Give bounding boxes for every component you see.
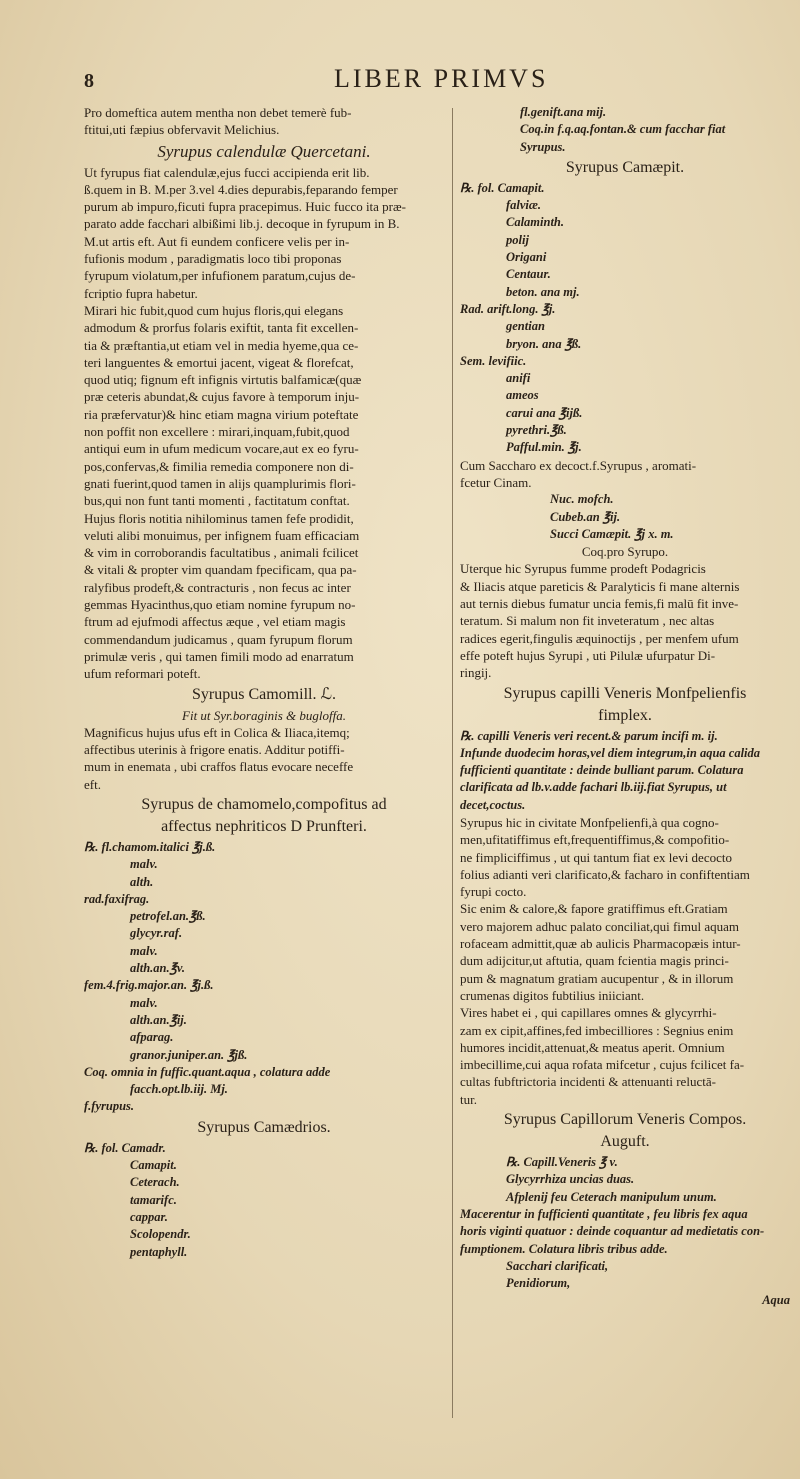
- right-line: bryon. ana ℥ß.: [506, 336, 582, 351]
- right-line: ne fimpliciffimus , ut qui tantum fiat ex levi decocto: [460, 849, 732, 865]
- right-line: men,ufitatiffimus eft,frequentiffimus,& compofitio-: [460, 832, 730, 848]
- right-line: fyrupi cocto.: [460, 884, 527, 900]
- left-line: purum ab impuro,ficuti fupra pracepimus. Huic fucco ita præ-: [84, 199, 407, 215]
- right-line: Sacchari clarificati,: [506, 1258, 609, 1273]
- right-line: Vires habet ei , qui capillares omnes & glycyrrhi-: [460, 1005, 717, 1021]
- left-line: ℞. fol. Camadr.: [84, 1140, 166, 1155]
- right-line: anifi: [506, 371, 531, 386]
- left-line: præ ceteris abundat,& cujus favore à temporum inju-: [84, 389, 360, 405]
- right-line: ℞. Capill.Veneris ℥ v.: [506, 1155, 618, 1170]
- right-line: imbecillime,cui aqua rofata mifcetur , cujus fcilicet fa-: [460, 1057, 745, 1073]
- right-line: clarificata ad lb.v.adde fachari lb.iij.fiat Syrupus, ut: [460, 780, 727, 795]
- right-line: Infunde duodecim horas,vel diem integrum,in aqua calida: [460, 745, 761, 760]
- left-line: petrofel.an.℥ß.: [130, 909, 206, 924]
- right-line: fl.genift.ana mij.: [520, 105, 607, 119]
- left-line: gemmas Hyacinthus,quo etiam nomine fyrupum no-: [84, 597, 356, 613]
- right-line: crumenas digitos fubtilius iniiciant.: [460, 987, 645, 1003]
- left-line: Syrupus calendulæ Quercetani.: [157, 141, 371, 161]
- left-line: fyrupum violatum,per infufionem paratum,cujus de-: [84, 268, 356, 284]
- right-line: Cum Saccharo ex decoct.f.Syrupus , aromati-: [460, 457, 697, 473]
- right-line: vero majorem adhuc palato conciliat,qui fimul aquam: [460, 918, 740, 934]
- left-line: Mirari hic fubit,quod cum hujus floris,qui elegans: [84, 302, 344, 318]
- right-line: Aqua: [762, 1293, 790, 1308]
- left-line: Ceterach.: [130, 1175, 180, 1190]
- right-line: Syrupus Camæpit.: [565, 158, 685, 176]
- right-line: folius adianti veri clarificato,& facharo in confiftentiam: [460, 866, 750, 882]
- right-line: rofaceam admittit,quæ ab aulicis Pharmacopæis intur-: [460, 936, 741, 952]
- right-line: ℞. fol. Camapit.: [460, 180, 545, 195]
- right-line: teratum. Si malum non fit inveteratum , nec altas: [460, 613, 715, 629]
- left-line: & vitali & propter vim quandam fpecificam, qua pa-: [84, 562, 357, 578]
- right-line: Sic enim & calore,& fapore gratiffimus eft.Gratiam: [460, 901, 728, 917]
- right-line: Syrupus.: [520, 139, 566, 154]
- right-line: horis viginti quatuor : deinde coquantur ad medietatis con-: [460, 1224, 765, 1239]
- left-line: ℞. fl.chamom.italici ℥j.ß.: [84, 839, 216, 854]
- right-line: Syrupus capilli Veneris Monfpelienfis: [503, 684, 747, 702]
- right-line: falviæ.: [506, 198, 542, 213]
- right-line: Sem. levifiic.: [460, 353, 527, 368]
- left-line: parato adde facchari albißimi lib.j. decoque in fyrupum in B.: [84, 216, 400, 232]
- right-line: effe poteft hujus Syrupi , uti Pilulæ ufurpatur Di-: [460, 647, 716, 663]
- running-head: [84, 64, 784, 98]
- right-line: Coq.in f.q.aq.fontan.& cum facchar fiat: [520, 122, 726, 137]
- right-line: carui ana ℥ijß.: [506, 405, 583, 420]
- right-line: fumptionem. Colatura libris tribus adde.: [460, 1241, 668, 1256]
- right-line: Rad. arift.long. ℥j.: [460, 301, 556, 316]
- left-line: antiqui eum in ufum medicum vocare,aut ex eo fyru-: [84, 441, 359, 457]
- right-line: Afplenij feu Ceterach manipulum unum.: [506, 1189, 717, 1204]
- right-line: cultas fubftrictoria incidenti & attenuanti reluctā-: [460, 1074, 716, 1090]
- left-line: Hujus floris notitia nihilominus tamen fefe prodidit,: [84, 510, 354, 526]
- left-line: ftitui,uti fæpius obfervavit Melichius.: [84, 122, 280, 138]
- right-line: humores incidit,attenuat,& meatus aperit. Omnium: [460, 1039, 725, 1055]
- left-line: Camapit.: [130, 1158, 177, 1173]
- right-line: Penidiorum,: [506, 1276, 571, 1291]
- left-line: fcriptio fupra habetur.: [84, 285, 198, 301]
- left-line: Fit ut Syr.boraginis & bugloffa.: [182, 707, 346, 723]
- left-line: alth.an.℥v.: [130, 961, 186, 976]
- right-line: beton. ana mj.: [506, 284, 580, 299]
- right-line: radices egerit,fingulis æquinoctijs , per menfem ufum: [460, 630, 739, 646]
- right-line: dum adijcitur,ut aftutia, quam fcientia magis princi-: [460, 953, 729, 969]
- left-line: affectus nephriticos D Prunfteri.: [161, 817, 367, 835]
- right-line: Centaur.: [506, 267, 551, 282]
- left-line: f.fyrupus.: [84, 1099, 135, 1114]
- running-title: LIBER PRIMVS: [334, 64, 549, 93]
- right-line: pum & magnatum gratiam aucupentur , & in illorum: [460, 970, 734, 986]
- right-line: Succi Camæpit. ℥j x. m.: [550, 526, 674, 541]
- left-line: ftrum ad ejufmodi affectus æque , vel etiam magis: [84, 614, 346, 630]
- right-line: polij: [506, 232, 529, 247]
- right-line: ameos: [506, 388, 539, 403]
- left-line: & vim in corroborandis facultatibus , animali fcilicet: [84, 545, 359, 561]
- right-line: Syrupus hic in civitate Monfpelienfi,à qua cogno-: [460, 814, 719, 830]
- left-line: admodum & prorfus folaris exiftit, tanta fit excellen-: [84, 320, 359, 336]
- right-line: Uterque hic Syrupus fumme prodeft Podagricis: [460, 561, 706, 577]
- left-line: malv.: [130, 995, 158, 1010]
- right-line: fcetur Cinam.: [460, 474, 532, 490]
- left-line: ralyfibus prodeft,& contracturis , non fecus ac inter: [84, 579, 351, 595]
- left-line: Syrupus de chamomelo,compofitus ad: [141, 795, 387, 813]
- left-line: pos,confervas,& fimilia remedia componere non di-: [84, 458, 354, 474]
- right-line: & Iliacis atque pareticis & Paralyticis fi mane alternis: [460, 578, 740, 594]
- right-line: Coq.pro Syrupo.: [581, 544, 669, 560]
- right-line: Origani: [506, 250, 547, 265]
- left-line: Scolopendr.: [130, 1227, 191, 1242]
- right-line: ringij.: [460, 665, 492, 681]
- left-line: Pro domeftica autem mentha non debet temerè fub-: [84, 105, 352, 120]
- left-line: facch.opt.lb.iij. Mj.: [130, 1082, 228, 1097]
- left-line: alth.: [130, 874, 154, 889]
- right-column: [460, 104, 790, 1310]
- left-line: eft.: [84, 776, 101, 792]
- left-line: commendandum judicamus , quam fyrupum florum: [84, 631, 353, 647]
- left-line: rad.faxifrag.: [84, 891, 150, 906]
- left-line: granor.juniper.an. ℥jß.: [130, 1047, 248, 1062]
- left-line: quod utiq; fignum eft infignis virtutis balfamicæ(quæ: [84, 372, 362, 388]
- left-line: Magnificus hujus ufus eft in Colica & Iliaca,itemq;: [84, 724, 350, 740]
- left-line: bus,qui non funt tanti momenti , factitatum conftat.: [84, 493, 350, 509]
- right-line: Auguft.: [600, 1133, 650, 1151]
- left-line: alth.an.℥ij.: [130, 1012, 187, 1027]
- left-line: fem.4.frig.major.an. ℥j.ß.: [84, 978, 214, 993]
- right-line: Calaminth.: [506, 215, 565, 230]
- left-line: ufum reformari poteft.: [84, 666, 201, 682]
- column-divider: [452, 108, 453, 1418]
- right-line: pyrethri.℥ß.: [506, 423, 567, 438]
- right-line: fimplex.: [598, 706, 652, 724]
- right-line: Glycyrrhiza uncias duas.: [506, 1172, 635, 1187]
- left-line: ß.quem in B. M.per 3.vel 4.dies depurabis,feparando femper: [84, 181, 398, 197]
- left-line: Syrupus Camomill. ℒ.: [192, 685, 336, 703]
- left-line: pentaphyll.: [130, 1244, 188, 1259]
- right-line: zam ex cipit,affines,fed imbecilliores : Segnius enim: [460, 1022, 734, 1038]
- left-line: Syrupus Camædrios.: [197, 1118, 331, 1136]
- left-line: tia & præftantia,ut etiam vel in media hyeme,qua ce-: [84, 337, 359, 353]
- left-line: primulæ veris , qui tamen fimili modo ad enarratum: [84, 648, 354, 664]
- left-column: [84, 104, 444, 1261]
- left-line: non poffit non excellere : mirari,inquam,fubit,quod: [84, 424, 350, 440]
- right-line: fufficienti quantitate : deinde bulliant parum. Colatura: [460, 763, 744, 778]
- left-line: Coq. omnia in fuffic.quant.aqua , colatura adde: [84, 1064, 331, 1079]
- left-line: veluti alibi monuimus, per infignem fuam efficaciam: [84, 527, 360, 543]
- left-line: mum in enemata , ubi craffos flatus evocare neceffe: [84, 759, 354, 775]
- left-line: cappar.: [130, 1209, 168, 1224]
- left-line: tamarifc.: [130, 1192, 177, 1207]
- left-line: ria præfervatur)& hinc etiam magna virium poteftate: [84, 406, 359, 422]
- left-line: glycyr.raf.: [130, 926, 183, 941]
- page-number: 8: [84, 70, 94, 92]
- right-line: aut ternis diebus fumatur uncia femis,fi malū fit inve-: [460, 596, 739, 612]
- left-line: Ut fyrupus fiat calendulæ,ejus fucci accipienda erit lib.: [84, 164, 370, 180]
- right-line: Nuc. mofch.: [550, 492, 614, 507]
- left-line: malv.: [130, 857, 158, 872]
- right-line: decet,coctus.: [460, 797, 526, 812]
- left-line: teri languentes & emortui jacent, vigeat & florefcat,: [84, 354, 354, 370]
- left-line: gnati fuerint,quod tamen in alijs quamplurimis flori-: [84, 475, 356, 491]
- right-line: Syrupus Capillorum Veneris Compos.: [503, 1111, 747, 1129]
- right-line: Macerentur in fufficienti quantitate , feu libris fex aqua: [460, 1206, 748, 1221]
- right-line: Cubeb.an ℥ij.: [550, 509, 621, 524]
- left-line: M.ut artis eft. Aut fi eundem conficere velis per in-: [84, 233, 350, 249]
- left-line: malv.: [130, 943, 158, 958]
- right-line: ℞. capilli Veneris veri recent.& parum incifi m. ij.: [460, 728, 718, 743]
- left-line: affectibus uterinis à frigore enatis. Additur potiffi-: [84, 742, 345, 758]
- right-line: Pafful.min. ℥j.: [506, 440, 582, 455]
- left-line: afparag.: [130, 1030, 174, 1045]
- left-line: fufionis modum , paradigmatis loco tibi proponas: [84, 251, 342, 267]
- right-line: gentian: [506, 319, 545, 334]
- right-line: tur.: [460, 1091, 477, 1107]
